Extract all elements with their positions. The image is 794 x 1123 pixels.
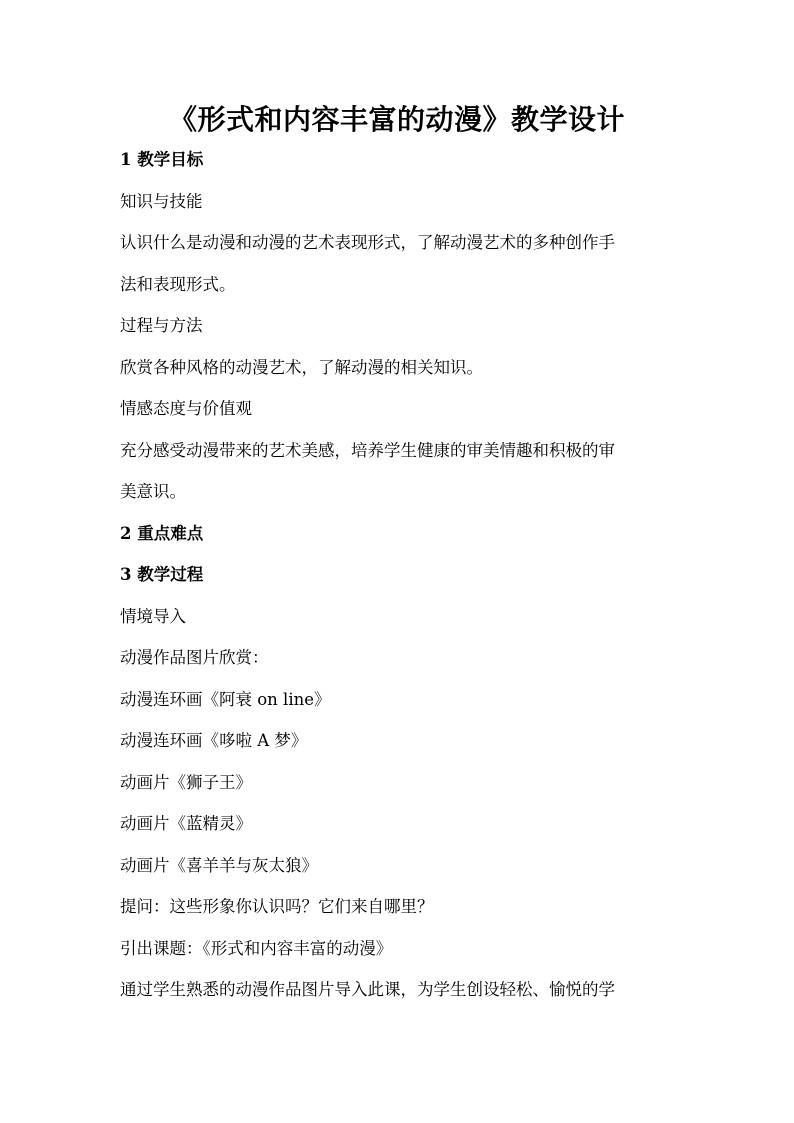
section-heading-key-points: 2 重点难点 xyxy=(120,523,204,543)
subheading-knowledge-skills: 知识与技能 xyxy=(120,191,203,211)
paragraph-line: 提问：这些形象你认识吗？它们来自哪里？ xyxy=(120,897,434,916)
subheading-attitude-values: 情感态度与价值观 xyxy=(120,399,252,418)
subheading-process-methods: 过程与方法 xyxy=(120,316,203,335)
paragraph-line: 动漫作品图片欣赏： xyxy=(120,648,269,667)
list-item: 动漫连环画《阿衰 on line》 xyxy=(120,689,331,709)
list-item: 动画片《喜羊羊与灰太狼》 xyxy=(120,855,318,875)
paragraph-line: 法和表现形式。 xyxy=(120,274,236,294)
paragraph-line: 通过学生熟悉的动漫作品图片导入此课，为学生创设轻松、愉悦的学 xyxy=(120,980,615,999)
paragraph-line: 认识什么是动漫和动漫的艺术表现形式，了解动漫艺术的多种创作手 xyxy=(120,233,615,252)
list-item: 动画片《蓝精灵》 xyxy=(120,814,252,833)
paragraph-line: 美意识。 xyxy=(120,482,186,501)
paragraph-line: 充分感受动漫带来的艺术美感，培养学生健康的审美情趣和积极的审 xyxy=(120,440,615,460)
list-item: 动画片《狮子王》 xyxy=(120,772,252,792)
paragraph-line: 引出课题：《形式和内容丰富的动漫》 xyxy=(120,938,393,958)
subheading-introduction: 情境导入 xyxy=(120,606,186,626)
document-body xyxy=(120,145,680,1017)
paragraph-line: 欣赏各种风格的动漫艺术，了解动漫的相关知识。 xyxy=(120,357,483,377)
section-heading-process: 3 教学过程 xyxy=(120,565,204,584)
list-item: 动漫连环画《哆啦 A 梦》 xyxy=(120,731,308,750)
section-heading-objectives: 1 教学目标 xyxy=(120,150,204,169)
document-title: 《形式和内容丰富的动漫》教学设计 xyxy=(168,103,625,136)
